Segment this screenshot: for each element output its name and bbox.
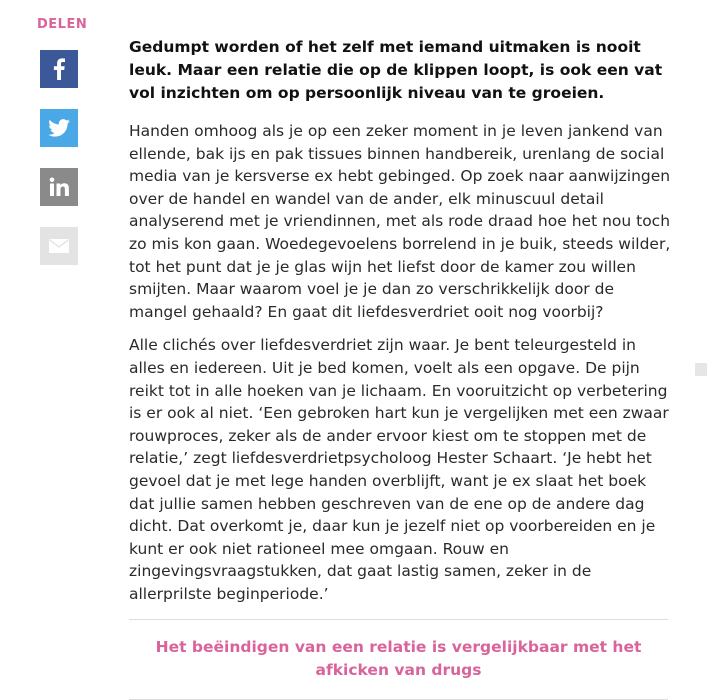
facebook-icon xyxy=(53,58,65,80)
pull-quote-text: Het beëindigen van een relatie is vergelijkbaar met het afkicken van drugs xyxy=(155,638,642,680)
linkedin-icon xyxy=(49,177,69,197)
twitter-icon xyxy=(48,119,70,137)
share-label: DELEN xyxy=(37,17,88,32)
facebook-share-button[interactable] xyxy=(40,50,78,88)
twitter-share-button[interactable] xyxy=(40,109,78,147)
article-intro: Gedumpt worden of het zelf met iemand uitmaken is nooit leuk. Maar een relatie die op de klippen loopt, is ook een vat vol inzichten om op persoonlijk niveau van te groeien. xyxy=(129,38,663,102)
pull-quote xyxy=(129,619,668,700)
linkedin-share-button[interactable] xyxy=(40,168,78,206)
article-paragraph: Alle clichés over liefdesverdriet zijn waar. Je bent teleurgesteld in alles en iedereen. Uit je bed komen, voelt als een opgave. De pijn reikt tot in alle hoeken van je lichaam. En vooruitzicht op verbetering is er ook al niet. ‘Een gebroken hart kun je vergelijken met een zwaar rouwproces, zeker als de ander ervoor kiest om te stoppen met de relatie,’ zegt liefdesverdrietpsycholoog Hester Schaart. ‘Je hebt het gevoel dat je met lege handen overblijft, want je ex slaat het boek dat jullie samen hebben geschreven van de ene op de andere dag dicht. Dat overkomt je, daar kun je jezelf niet op voorbereiden en je kunt er ook niet rationeel mee omgaan. Rouw en zingevingsvraagstukken, dat gaat lastig samen, zeker in de allerprilste beginperiode.’ xyxy=(129,336,669,603)
article-body xyxy=(129,36,674,700)
article-paragraph: Handen omhoog als je op een zeker moment in je leven jankend van ellende, bak ijs en pak tissues binnen handbereik, urenlang de social media van je kersverse ex hebt gebinged. Op zoek naar aanwijzingen over de handel en wandel van de ander, elk minuscuul detail analyserend met je vriendinnen, met als rode draad hoe het nou toch zo mis kon gaan. Woedegevoelens borrelend in je buik, steeds wilder, tot het punt dat je je glas wijn het liefst door de kamer zou willen smijten. Maar waarom voel je je dan zo verschrikkelijk door de mangel gehaald? En gaat dit liefdesverdriet ooit nog voorbij? xyxy=(129,122,671,321)
email-share-button[interactable] xyxy=(40,227,78,265)
mail-icon xyxy=(49,239,69,253)
scroll-indicator[interactable] xyxy=(695,363,707,376)
share-sidebar xyxy=(37,16,88,286)
